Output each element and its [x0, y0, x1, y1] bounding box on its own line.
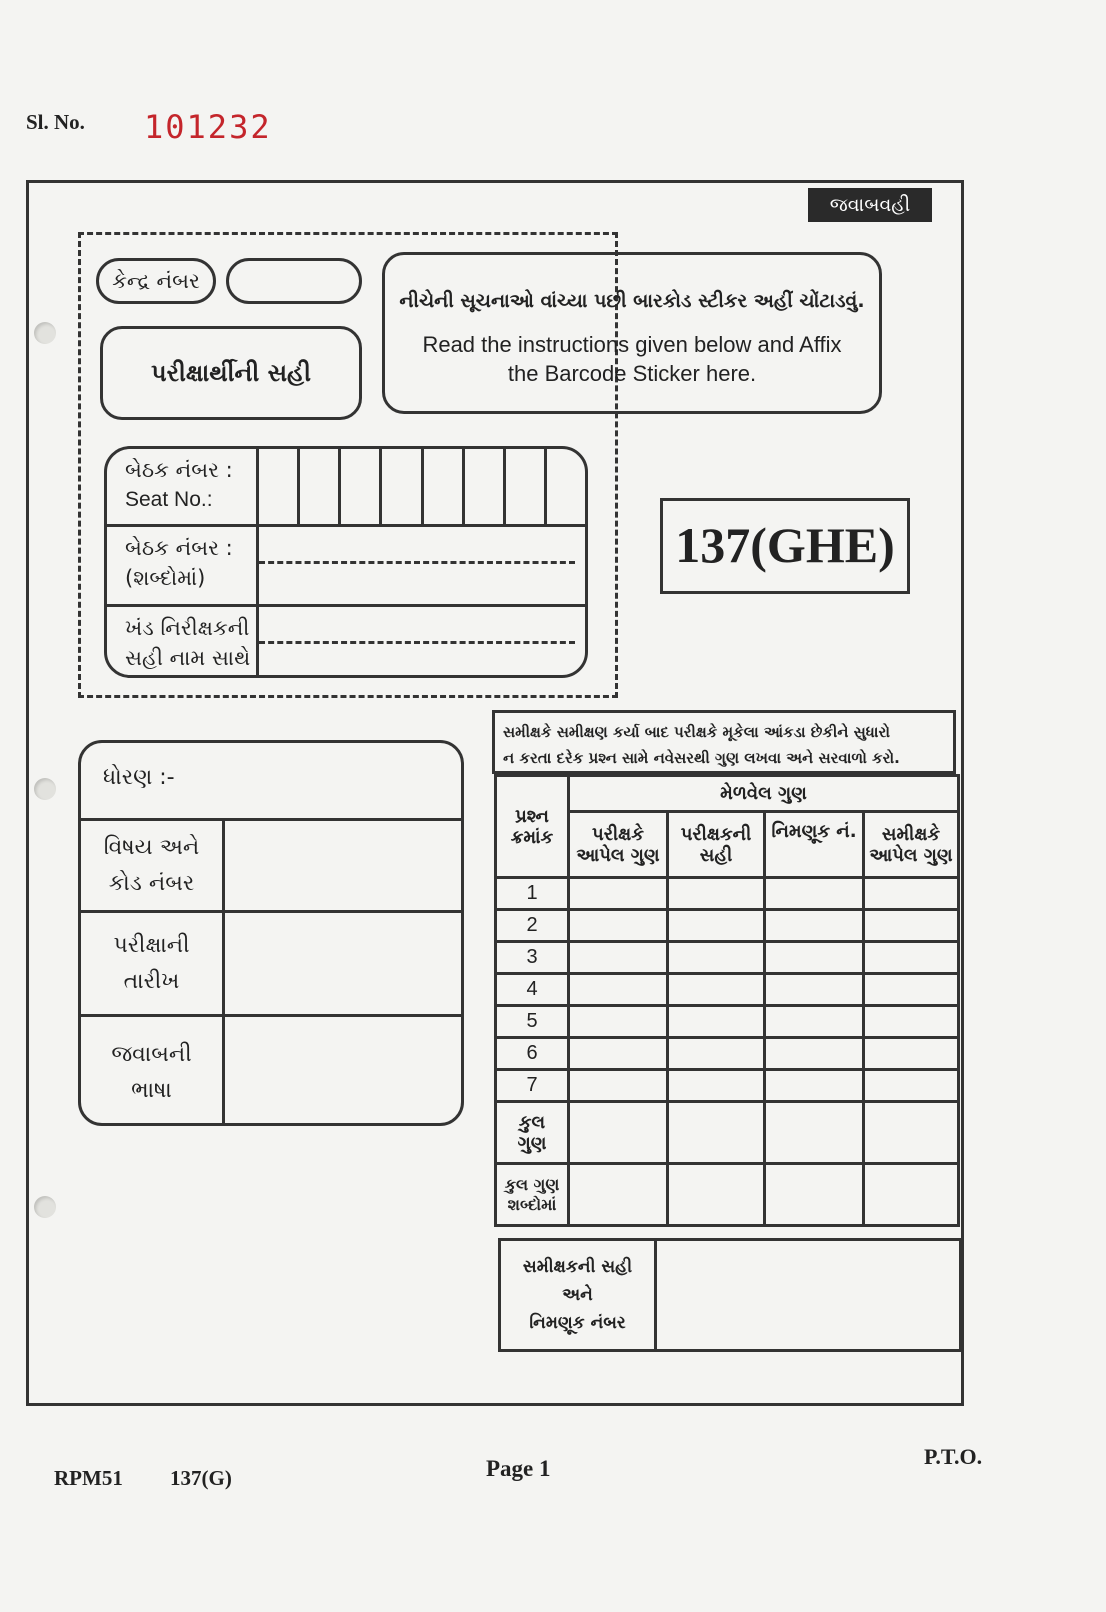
question-number: 6 — [496, 1038, 569, 1070]
question-number: 7 — [496, 1070, 569, 1102]
mark-cell[interactable] — [569, 910, 668, 942]
total-marks-label — [496, 1102, 569, 1164]
seat-digit-box[interactable] — [382, 449, 423, 524]
mark-cell[interactable] — [765, 1102, 864, 1164]
mark-cell[interactable] — [569, 878, 668, 910]
mark-cell[interactable] — [668, 974, 765, 1006]
question-number: 1 — [496, 878, 569, 910]
pto-label: P.T.O. — [924, 1444, 983, 1469]
appointment-number-header: નિમણૂક નં. — [765, 812, 864, 878]
standard-label: ધોરણ :- — [103, 765, 175, 790]
q-head-1: પ્રશ્ન — [515, 805, 549, 827]
mark-cell[interactable] — [668, 1102, 765, 1164]
col1-1: પરીક્ષકે — [592, 823, 644, 845]
mark-cell[interactable] — [864, 910, 959, 942]
answer-language-label — [81, 1017, 225, 1126]
question-number-header — [496, 776, 569, 878]
mark-cell[interactable] — [668, 878, 765, 910]
mark-cell[interactable] — [765, 974, 864, 1006]
mark-cell[interactable] — [765, 1006, 864, 1038]
reviewer-line-1: સમીક્ષકની સહી — [522, 1257, 633, 1277]
mark-cell[interactable] — [864, 1164, 959, 1226]
total-words-2: શબ્દોમાં — [507, 1194, 557, 1214]
mark-cell[interactable] — [864, 942, 959, 974]
exam-date-row[interactable] — [81, 913, 461, 1017]
mark-cell[interactable] — [569, 1164, 668, 1226]
barcode-instruction-gujarati: નીચેની સૂચનાઓ વાંચ્યા પછી બારકોડ સ્ટીકર અહીં ચોંટાડવું. — [399, 290, 865, 312]
supervisor-row — [107, 607, 585, 678]
mark-cell[interactable] — [668, 1038, 765, 1070]
supervisor-label-2: સહી નામ સાથે — [125, 646, 251, 670]
candidate-signature-box[interactable]: પરીક્ષાર્થીની સહી — [100, 326, 362, 420]
question-number: 2 — [496, 910, 569, 942]
note-line-1: સમીક્ષકે સમીક્ષણ કર્યા બાદ પરીક્ષકે મૂકેલા આંકડા છેકીને સુધારો — [503, 723, 890, 741]
seat-digit-box[interactable] — [259, 449, 300, 524]
question-number: 3 — [496, 942, 569, 974]
table-row — [496, 942, 959, 974]
paper-code-box: 137(GHE) — [660, 498, 910, 594]
reviewer-marks-header — [864, 812, 959, 878]
reviewer-line-2: અને — [562, 1285, 593, 1305]
table-row — [496, 1070, 959, 1102]
supervisor-label-1: ખંડ નિરીક્ષકની — [125, 616, 250, 640]
table-row — [496, 910, 959, 942]
punch-hole — [34, 1196, 56, 1218]
lang-label-1: જવાબની — [111, 1042, 192, 1067]
mark-cell[interactable] — [864, 878, 959, 910]
mark-cell[interactable] — [569, 974, 668, 1006]
col4-1: સમીક્ષકે — [881, 823, 941, 845]
subject-code-label — [81, 821, 225, 910]
question-number: 5 — [496, 1006, 569, 1038]
marks-table — [494, 774, 960, 1227]
reviewer-instruction-note — [492, 710, 956, 774]
seat-number-box — [104, 446, 588, 678]
seat-digit-box[interactable] — [300, 449, 341, 524]
supervisor-signature-line[interactable] — [259, 641, 575, 644]
obtained-marks-header: મેળવેલ ગુણ — [569, 776, 959, 812]
total-2: ગુણ — [517, 1132, 547, 1154]
table-row — [496, 1038, 959, 1070]
date-label-1: પરીક્ષાની — [113, 932, 190, 958]
date-label-2: તારીખ — [123, 968, 180, 994]
q-head-2: ક્રમાંક — [510, 826, 554, 848]
centre-number-label: કેન્દ્ર નંબર — [96, 258, 216, 304]
seat-words-label-2: (શબ્દોમાં) — [125, 566, 206, 590]
mark-cell[interactable] — [864, 1070, 959, 1102]
footer-subject: 137(G) — [170, 1466, 232, 1490]
seat-words-label — [107, 527, 259, 604]
page-number: Page 1 — [486, 1456, 551, 1481]
footer-code: RPM51 — [54, 1466, 123, 1490]
seat-number-row — [107, 449, 585, 527]
table-row — [496, 878, 959, 910]
mark-cell[interactable] — [668, 1070, 765, 1102]
seat-words-label-1: બેઠક નંબર : — [125, 536, 233, 560]
examiner-signature-header — [668, 812, 765, 878]
mark-cell[interactable] — [864, 1006, 959, 1038]
total-words-row — [496, 1164, 959, 1226]
seat-words-row — [107, 527, 585, 607]
lang-label-2: ભાષા — [131, 1078, 172, 1103]
subject-label-2: કોડ નંબર — [108, 870, 195, 896]
subject-label-1: વિષય અને — [103, 834, 200, 860]
total-marks-row — [496, 1102, 959, 1164]
mark-cell[interactable] — [569, 1038, 668, 1070]
mark-cell[interactable] — [668, 1006, 765, 1038]
seat-number-label-gujarati: બેઠક નંબર : — [125, 458, 233, 482]
seat-digit-box[interactable] — [341, 449, 382, 524]
seat-digit-box[interactable] — [506, 449, 547, 524]
seat-number-label — [107, 449, 259, 524]
seat-digit-box[interactable] — [424, 449, 465, 524]
barcode-instruction-english-2: the Barcode Sticker here. — [507, 361, 757, 386]
centre-number-field[interactable] — [226, 258, 362, 304]
serial-label: Sl. No. — [26, 110, 85, 134]
punch-hole — [34, 778, 56, 800]
mark-cell[interactable] — [864, 1038, 959, 1070]
mark-cell[interactable] — [765, 1038, 864, 1070]
question-number: 4 — [496, 974, 569, 1006]
col1-2: આપેલ ગુણ — [576, 844, 660, 866]
supervisor-label — [107, 607, 259, 678]
reviewer-signature-box[interactable] — [498, 1238, 962, 1352]
table-row — [496, 974, 959, 1006]
barcode-instruction-english-1: Read the instructions given below and Affix — [422, 332, 842, 357]
seat-words-line[interactable] — [259, 561, 575, 564]
answer-language-row[interactable] — [81, 1017, 461, 1126]
mark-cell[interactable] — [765, 1164, 864, 1226]
mark-cell[interactable] — [569, 1102, 668, 1164]
punch-hole — [34, 322, 56, 344]
seat-digit-box[interactable] — [465, 449, 506, 524]
mark-cell[interactable] — [765, 1070, 864, 1102]
mark-cell[interactable] — [864, 974, 959, 1006]
mark-cell[interactable] — [668, 1164, 765, 1226]
reviewer-line-3: નિમણૂક નંબર — [529, 1313, 626, 1333]
seat-number-digit-boxes[interactable] — [259, 449, 585, 524]
mark-cell[interactable] — [569, 1006, 668, 1038]
total-words-label — [496, 1164, 569, 1226]
standard-row[interactable] — [81, 743, 461, 821]
seat-number-label-english: Seat No.: — [125, 488, 213, 511]
answer-book-tag: જવાબવહી — [808, 188, 932, 222]
total-1: કુલ — [518, 1111, 546, 1133]
col2-1: પરીક્ષકની — [680, 823, 752, 845]
serial-number: 101232 — [144, 108, 272, 146]
mark-cell[interactable] — [668, 910, 765, 942]
note-line-2: ન કરતા દરેક પ્રશ્ન સામે નવેસરથી ગુણ લખવા અને સરવાળો કરો. — [503, 749, 900, 767]
mark-cell[interactable] — [668, 942, 765, 974]
mark-cell[interactable] — [569, 942, 668, 974]
examiner-marks-header — [569, 812, 668, 878]
exam-date-label — [81, 913, 225, 1014]
col4-2: આપેલ ગુણ — [869, 844, 953, 866]
exam-details-box — [78, 740, 464, 1126]
mark-cell[interactable] — [765, 910, 864, 942]
mark-cell[interactable] — [864, 1102, 959, 1164]
mark-cell[interactable] — [569, 1070, 668, 1102]
total-words-1: કુલ ગુણ — [504, 1174, 560, 1194]
table-row — [496, 1006, 959, 1038]
subject-row[interactable] — [81, 821, 461, 913]
reviewer-signature-label — [501, 1241, 657, 1349]
col2-2: સહી — [699, 844, 733, 866]
mark-cell[interactable] — [765, 942, 864, 974]
mark-cell[interactable] — [765, 878, 864, 910]
seat-digit-box[interactable] — [547, 449, 585, 524]
